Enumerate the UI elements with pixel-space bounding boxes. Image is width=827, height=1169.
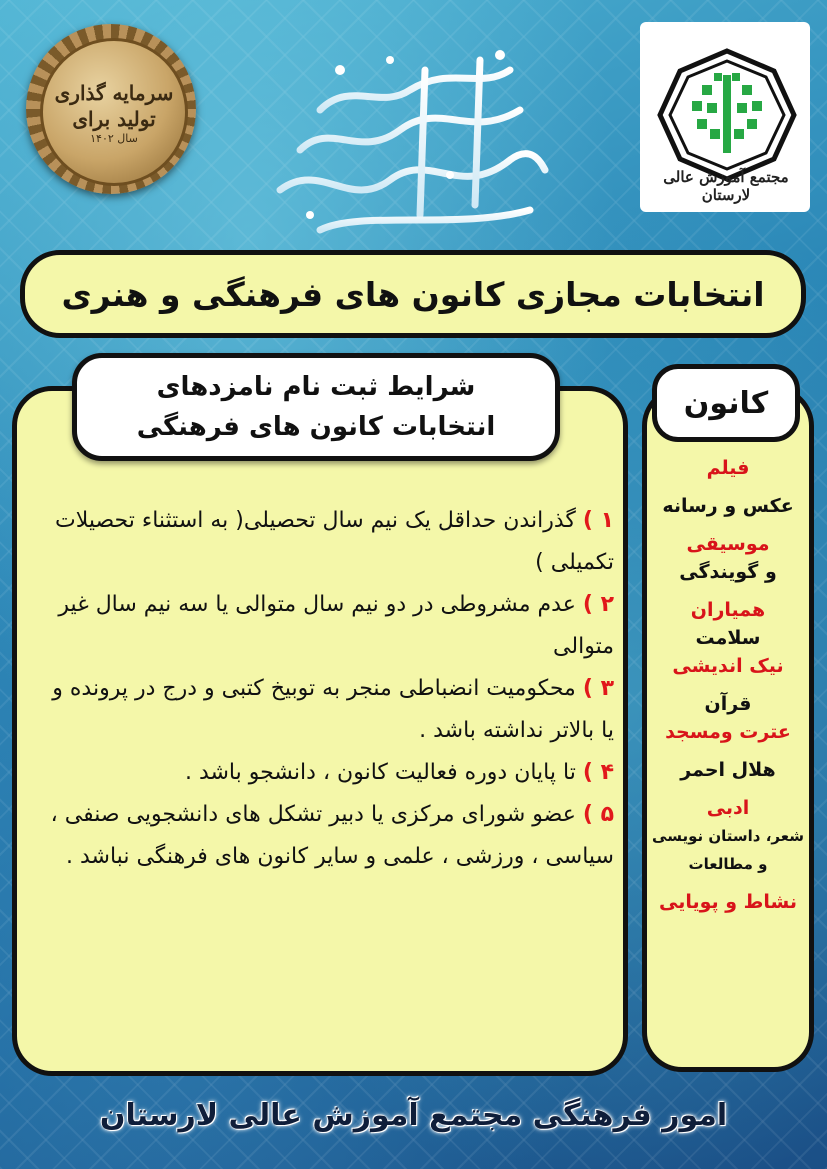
seal-line-1: سرمایه گذاری [54,80,174,105]
kanoon-list-item: شعر، داستان نویسی [652,827,804,845]
kanoon-heading: کانون [683,385,769,421]
conditions-title [72,353,560,461]
kanoon-list-item: قرآن [704,693,752,715]
seal-inner [40,38,188,186]
logo-caption: مجتمع آموزش عالی لارستان [663,168,789,204]
seal-emblem [26,24,196,194]
footer-text: امور فرهنگی مجتمع آموزش عالی لارستان [99,1098,728,1133]
list-item [40,794,614,878]
list-item [40,500,614,584]
calligraphy-emblem [260,40,560,240]
seal-line-2: تولید برای [72,106,156,131]
kanoon-list-item: و گویندگی [679,561,777,583]
kanoon-list-item: و مطالعات [688,855,768,873]
item-number: ۴ ) [582,760,614,785]
kanoon-list-item: ادبی [706,797,750,819]
item-text: محکومیت انضباطی منجر به توبیخ کتبی و درج در پرونده و یا بالاتر نداشته باشد . [52,676,614,743]
kanoon-list-item: فیلم [706,457,750,479]
conditions-title-line-1: شرایط ثبت نام نامزدهای [156,372,476,402]
kanoon-list-item: موسیقی [686,533,770,555]
kanoon-list-item: عکس و رسانه [662,495,794,517]
kanoon-list-item: نشاط و پویایی [658,891,798,913]
title-banner [20,250,806,338]
kanoon-list-item: عترت ومسجد [665,721,791,743]
item-number: ۵ ) [582,802,614,827]
kanoon-list-item: همیاران [690,599,766,621]
item-text: تا پایان دوره فعالیت کانون ، دانشجو باشد . [184,760,576,785]
item-text: عدم مشروطی در دو نیم سال متوالی یا سه نیم سال غیر متوالی [58,592,614,659]
item-text: عضو شورای مرکزی یا دبیر تشکل های دانشجویی صنفی ، سیاسی ، ورزشی ، علمی و سایر کانون های فرهنگی نباشد . [50,802,614,869]
item-text: گذراندن حداقل یک نیم سال تحصیلی( به استثناء تحصیلات تکمیلی ) [54,508,614,575]
list-item [40,584,614,668]
kanoon-list-item: نیک اندیشی [672,655,784,677]
kanoon-list-item: سلامت [695,627,761,649]
page-title: انتخابات مجازی کانون های فرهنگی و هنری [61,274,765,314]
kanoon-list-item: هلال احمر [680,759,776,781]
kanoon-heading-box [652,364,800,442]
item-number: ۲ ) [582,592,614,617]
seal-year: سال ۱۴۰۲ [90,131,138,145]
item-number: ۳ ) [582,676,614,701]
conditions-title-line-2: انتخابات کانون های فرهنگی [136,412,496,442]
list-item [40,752,614,794]
kanoon-list [648,454,808,916]
conditions-list [40,500,614,878]
list-item [40,668,614,752]
item-number: ۱ ) [582,508,614,533]
